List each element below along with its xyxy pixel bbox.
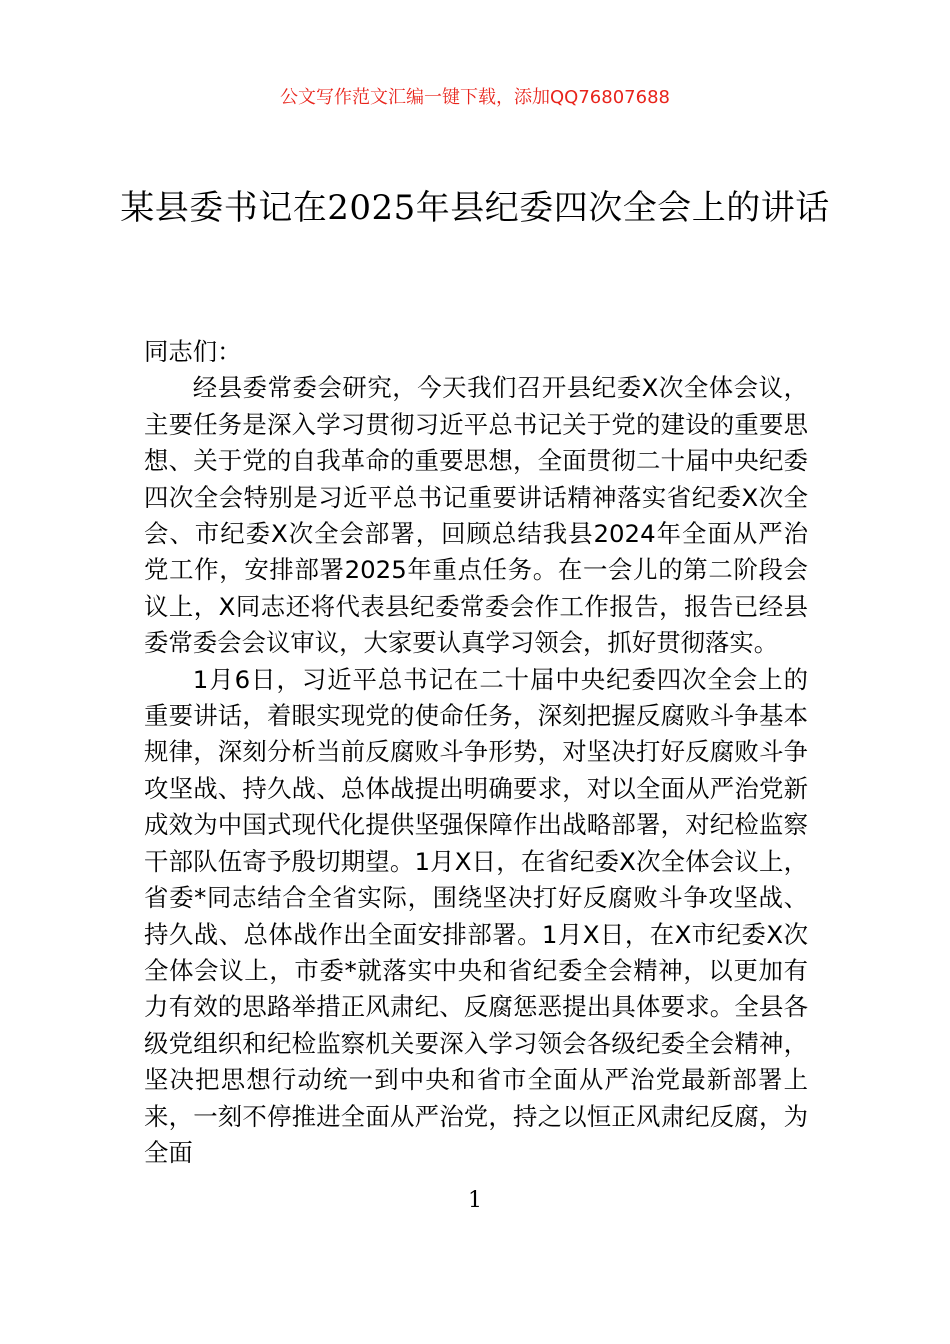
page-number: 1 (468, 1188, 482, 1213)
download-banner: 公文写作范文汇编一键下载，添加QQ76807688 (280, 87, 670, 108)
paragraph: 经县委常委会研究，今天我们召开县纪委X次全体会议，主要任务是深入学习贯彻习近平总书记关于党的建设的重要思想、关于党的自我革命的重要思想，全面贯彻二十届中央纪委四次全会特别是习近平总书记重要讲话精神落实省纪委X次全会、市纪委X次全会部署，回顾总结我县2024年全面从严治党工作，安排部署2025年重点任务。在一会儿的第二阶段会议上，X同志还将代表县纪委常委会作工作报告，报告已经县委常委会会议审议，大家要认真学习领会，抓好贯彻落实。 (144, 373, 808, 658)
salutation: 同志们： (144, 337, 242, 366)
document-title: 某县委书记在2025年县纪委四次全会上的讲话 (120, 188, 830, 228)
document-body (144, 334, 808, 1171)
paragraph: 1月6日，习近平总书记在二十届中央纪委四次全会上的重要讲话，着眼实现党的使命任务，深刻把握反腐败斗争基本规律，深刻分析当前反腐败斗争形势，对坚决打好反腐败斗争攻坚战、持久战、总体战提出明确要求，对以全面从严治党新成效为中国式现代化提供坚强保障作出战略部署，对纪检监察干部队伍寄予殷切期望。1月X日，在省纪委X次全体会议上，省委*同志结合全省实际，围绕坚决打好反腐败斗争攻坚战、持久战、总体战作出全面安排部署。1月X日，在X市纪委X次全体会议上，市委*就落实中央和省纪委全会精神，以更加有力有效的思路举措正风肃纪、反腐惩恶提出具体要求。全县各级党组织和纪检监察机关要深入学习领会各级纪委全会精神，坚决把思想行动统一到中央和省市全面从严治党最新部署上来，一刻不停推进全面从严治党，持之以恒正风肃纪反腐，为全面 (144, 664, 808, 1167)
